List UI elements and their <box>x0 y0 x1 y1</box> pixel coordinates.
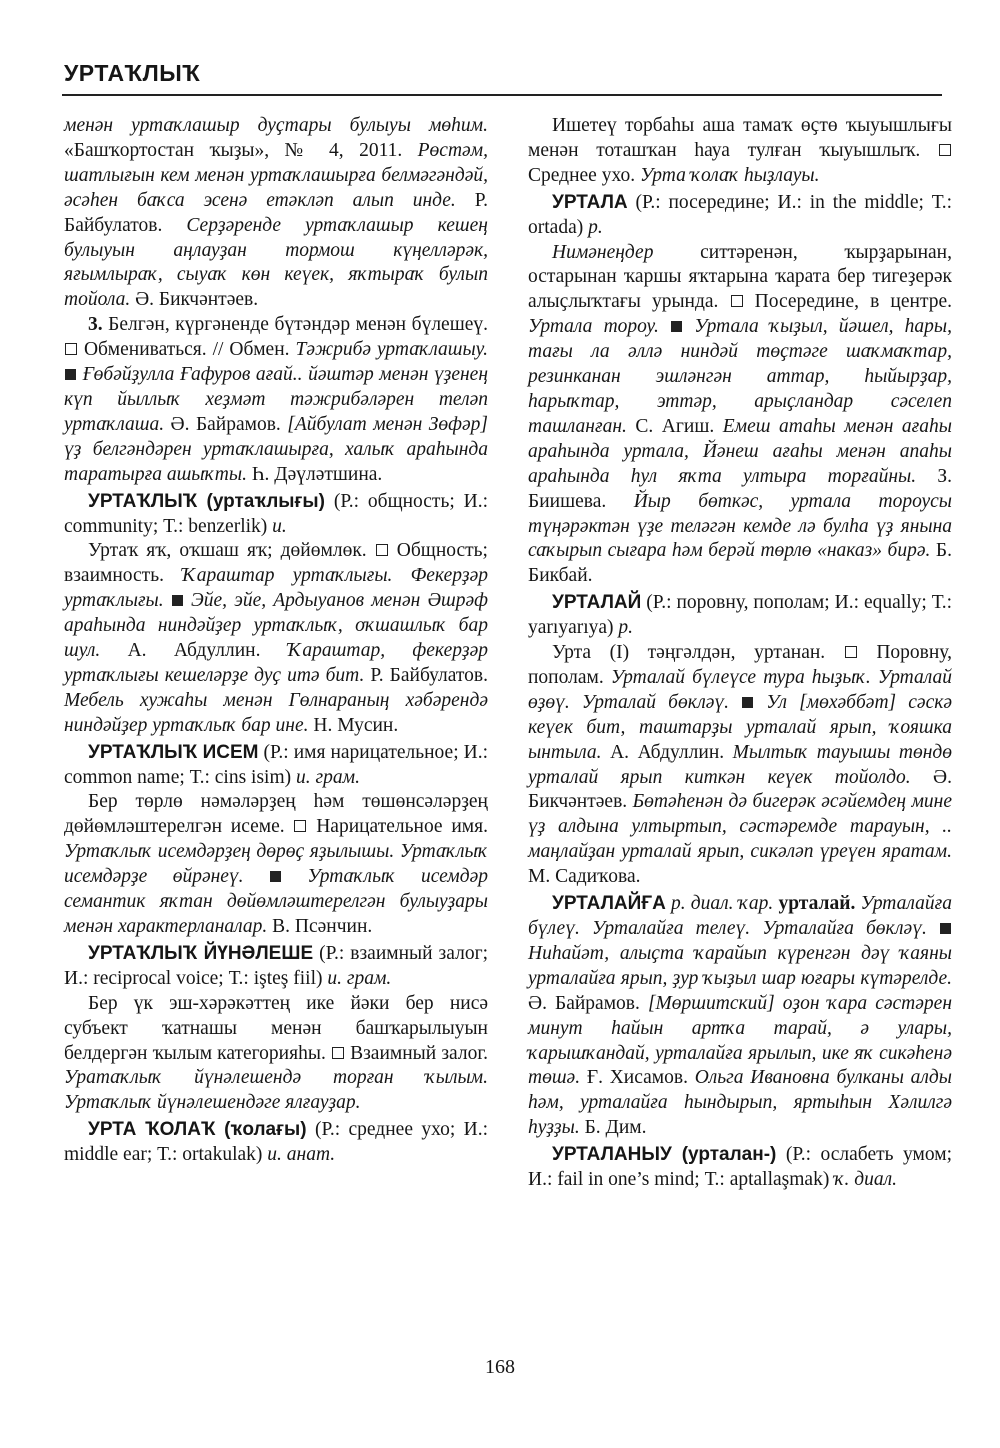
entry-urtaklyk-isem <box>64 741 488 791</box>
source-citation: С. Агиш. <box>626 415 723 437</box>
translations: (Р.: ослабеть умом; И.: fail in one’s mind; Т.: aptallaşmak) <box>528 1144 952 1191</box>
source-citation: Ғ. Хисамов. <box>580 1067 695 1089</box>
part-of-speech: р. диал. ҡар. <box>665 893 774 915</box>
translations: (Р.: взаимный залог; И.: reciprocal voice; Т.: işteş fiil) <box>64 942 488 989</box>
headword: УРТА ҠОЛАҠ <box>88 1119 216 1141</box>
entry-urtalayga <box>528 892 952 1141</box>
example-text: [Айбулат менән Зөфәр] үҙ белгәндәрен уртаҡлашырға, халыҡ араһында таратырға ашыҡты. <box>64 413 488 485</box>
entry-urta-kolak <box>64 1118 488 1168</box>
citation-marker-icon <box>172 595 183 606</box>
cross-reference: урталай. <box>773 893 856 915</box>
example-text: Мебель хужаһы менән Гөлнараның хәбәрендә ниндәйҙер уртаҡлыҡ бар ине. <box>64 689 488 736</box>
translation-marker-icon <box>845 646 857 658</box>
entry-continuation <box>64 114 488 313</box>
russian-translation: Взаимный залог. <box>344 1042 488 1064</box>
entry-urtaklyk-yunaleshe <box>64 942 488 992</box>
example-text: Урталай бүлеүсе тура һыҙыҡ. Урталай өҙөү. Урталай бөкләү. <box>528 666 952 713</box>
example-text: [Мөршитский] оҙон ҡара сәстәрен минут һайын артҡа тарай, ә улары, ҡарышҡандай, урталайға ярылып, ике яҡ сикәһенә төшә. <box>528 992 952 1089</box>
source-citation: Б. Дим. <box>579 1117 647 1139</box>
source-citation: Һ. Дәүләтшина. <box>246 463 383 485</box>
example-text: Серҙәренде уртаҡлашыр кешең булыуын аңлауҙан тормош күңелләрәк, яғымлыраҡ, сыуаҡ көн кеүек, яҡтыраҡ булып тойола. <box>64 214 488 311</box>
example-text: Мылтыҡ тауышы төндө урталай ярып киткән кеүек тойолдо. <box>528 741 952 788</box>
source-citation: «Башҡортостан ҡыҙы», № 4, 2011. <box>64 139 418 161</box>
source-citation: Ә. Бикчәнтәев. <box>130 289 259 311</box>
translation-marker-icon <box>731 295 743 307</box>
russian-translation: Поровну, пополам. <box>528 642 952 688</box>
definition-block <box>64 790 488 939</box>
example-text: Рөстәм, шатлығын кем менән уртаҡлашырға белмәгәндәй, әсәһен баҡса эсенә етәкләп алып инде. <box>64 139 488 211</box>
translation-marker-icon <box>332 1047 344 1059</box>
source-citation: З. Биишева. <box>528 465 952 512</box>
definition-block <box>64 992 488 1117</box>
entry-urtalanyu <box>528 1143 952 1193</box>
russian-translation: Обмениваться. // Обмен. <box>78 339 296 361</box>
part-of-speech: ҡ. диал. <box>834 1169 897 1191</box>
russian-translation: Нарицательное имя. <box>307 816 488 838</box>
example-text: Ниһайәт, алыҫта ҡарайып күренгән дәү ҡаяны урталайға ярып, ҙур ҡыҙыл шар юғары күтәрелде. <box>528 942 952 989</box>
citation-marker-icon <box>270 871 281 882</box>
example-text: Ул [мөхәббәт] сәскә кеүек бит, таштарҙы урталай ярып, ҡояшка ынтыла. <box>528 691 953 763</box>
translation-marker-icon <box>294 820 306 832</box>
definition-lead: Нимәнеңдер <box>552 241 654 263</box>
definition: Ишетеү торбаһы аша тамаҡ өҫтө ҡыуышлығы менән тоташҡан һауа тулған ҡыуышлыҡ. <box>528 115 952 161</box>
translations: (Р.: посередине; И.: in the middle; Т.: ortada) <box>528 191 952 238</box>
entry-urtalay <box>528 591 952 641</box>
example-text: Ҡараштар, фекерҙәр уртаҡлығы кешеләрҙе дуҫ итә бит. <box>64 640 488 686</box>
headword: УРТАҠЛЫҠ <box>88 490 198 512</box>
russian-translation: Посередине, в центре. <box>743 291 952 313</box>
right-column <box>528 114 952 1193</box>
example-text: Тәжрибә уртаҡлашыу. <box>295 339 488 361</box>
definition: Бер төрлө нәмәләрҙең һәм төшөнсәләрҙең дөйөмләштерелгән исеме. <box>64 791 488 838</box>
example-text: Бөтәһенән дә бигерәк әсәйемдең мине үҙ алдына ултыртып, сәстәремде тарауын, .. маңлайҙан урталай ярып, сикәләп үреүен яратам. <box>528 791 952 863</box>
example-text: Ольга Ивановна булканы алды һәм, урталайға һындырып, яртыһын Хәлилгә һуҙҙы. <box>528 1067 952 1139</box>
headword-form: (уртаҡлығы) <box>197 490 325 512</box>
citation-marker-icon <box>940 923 951 934</box>
source-citation: В. Псәнчин. <box>267 916 373 937</box>
example-text: Ҡараштар уртаҡлығы. Фекерҙәр уртаҡлығы. <box>64 565 488 612</box>
left-column <box>64 114 488 1168</box>
translation-marker-icon <box>376 544 388 556</box>
example-text: Уртала тороу. <box>528 316 659 338</box>
example-text: Уртаҡлыҡ исемдәр семантик яҡтан дөйөмләштерелгән булыуҙары менән характерланалар. <box>64 866 488 937</box>
example-text: Уратаҡлыҡ йүнәлешендә торған ҡылым. Уртаҡлыҡ йүнәлешендәге ялғауҙар. <box>64 1067 488 1114</box>
example-text: Эйе, эйе, Ардыуанов менән Әшрәф араһында ниндәйҙер уртаҡлыҡ, оҡшашлыҡ бар шул. <box>64 590 488 662</box>
translation-marker-icon <box>939 144 951 156</box>
entry-urtaklyk <box>64 490 488 540</box>
part-of-speech: и. <box>272 515 287 537</box>
definition-block <box>528 114 952 189</box>
headword: УРТАЛА <box>552 191 628 213</box>
citation-marker-icon <box>742 697 753 708</box>
part-of-speech: р. <box>618 617 634 639</box>
entry-urtala <box>528 191 952 241</box>
headword: УРТАЛАНЫУ <box>552 1144 672 1166</box>
citation-marker-icon <box>671 321 682 332</box>
definition: Уртаҡ яҡ, оҡшаш яҡ; дөйөмлөк. <box>88 540 375 562</box>
example-text: Урта ҡолаҡ һыҙлауы. <box>639 164 820 186</box>
russian-translation: Общность; взаимность. <box>64 540 488 587</box>
example-text: Йыр бөткәс, уртала тороусы түңәрәктән үҙе теләгән кемде лә булһа үҙ янына саҡырып сығара һәм берәй төрлө «наказ» бирә. <box>528 490 952 562</box>
definition-block <box>528 641 952 890</box>
header-rule <box>62 94 942 96</box>
example-text: Уртала ҡыҙыл, йәшел, һары, тағы ла әллә ниндәй төҫтәге шаҡмаҡтар, резинканан эшләнгән аттар, һыйырҙар, һарыҡтар, эттәр, арыҫландар сәселеп ташланған. <box>528 316 953 437</box>
sense-number: 3. <box>88 314 103 336</box>
source-citation: Ә. Байрамов. <box>164 413 288 435</box>
source-citation: Р. Байбулатов. <box>64 189 488 236</box>
source-citation: М. Садиҡова. <box>528 866 641 888</box>
translations: (Р.: среднее ухо; И.: middle ear; Т.: ortakulak) <box>64 1119 488 1166</box>
source-citation: Ә. Байрамов. <box>528 992 648 1014</box>
headword-form: (ҡолағы) <box>215 1119 307 1141</box>
source-citation: Р. Байбулатов. <box>364 664 488 686</box>
example-text: менән уртаҡлашыр дуҫтары булыуы мөһим. <box>64 115 488 136</box>
headword: УРТАЛАЙҒА <box>552 893 666 915</box>
headword: УРТАЛАЙ <box>552 592 642 614</box>
headword: УРТАҠЛЫҠ ЙҮНӘЛЕШЕ <box>88 942 314 964</box>
citation-marker-icon <box>65 369 76 380</box>
russian-translation: Среднее ухо. <box>528 164 640 186</box>
source-citation: Н. Мусин. <box>308 714 399 736</box>
part-of-speech: и. анат. <box>267 1144 336 1166</box>
source-citation: А. Абдуллин. <box>100 640 288 662</box>
part-of-speech: и. грам. <box>327 967 392 989</box>
running-head: УРТАҠЛЫҠ <box>64 60 201 86</box>
part-of-speech: р. <box>588 216 603 238</box>
source-citation: Ә. Бикчәнтәев. <box>528 766 952 813</box>
source-citation: А. Абдуллин. <box>601 741 733 763</box>
definition-block <box>64 539 488 738</box>
example-text: Емеш атаһы менән ағаһы араһында уртала, Йәнеш ағаһы менән апаһы араһында һул яҡта ултыра торғайны. <box>528 415 952 487</box>
example-text: Ғөбәйҙулла Ғафуров ағай.. йәштәр менән үҙенең күп йыллыҡ хеҙмәт тәжрибәләрен теләп уртаҡлаша. <box>64 364 488 435</box>
translations: (Р.: имя нарицательное; И.: common name; Т.: cins isim) <box>64 741 488 788</box>
definition-block <box>528 241 952 590</box>
definition: Белгән, күргәненде бүтәндәр менән бүлешеү. <box>102 314 488 336</box>
example-text: Урталайға бүлеү. Урталайға телеү. Урталайға бөкләү. <box>528 893 952 939</box>
headword-form: (урталан-) <box>671 1144 777 1166</box>
definition: ситтәренән, ҡырҙарынан, остарынан ҡаршы яҡтарына ҡарата бер тигеҙерәк алыҫлыҡтағы урында. <box>528 241 952 313</box>
example-text: Уртаҡлыҡ исемдәрҙең дөрөҫ яҙылышы. Уртаҡлыҡ исемдәрҙе өйрәнеү. <box>64 841 488 888</box>
sense-3 <box>64 313 488 487</box>
definition: Бер үк эш-хәрәкәттең ике йәки бер нисә субъект ҡатнашы менән башҡарылыуын белдергән ҡылым категорияһы. <box>64 992 488 1064</box>
translations: (Р.: общность; И.: community; Т.: benzerlik) <box>64 490 488 537</box>
part-of-speech: и. грам. <box>296 766 360 788</box>
headword: УРТАҠЛЫҠ ИСЕМ <box>88 741 259 763</box>
translation-marker-icon <box>65 343 77 355</box>
source-citation: Б. Бикбай. <box>528 540 952 587</box>
translations: (Р.: поровну, пополам; И.: equally; Т.: yarıyarıya) <box>528 592 952 639</box>
page-number: 168 <box>485 1356 515 1378</box>
definition: Урта (I) тәңгәлдән, уртанан. <box>552 642 844 664</box>
